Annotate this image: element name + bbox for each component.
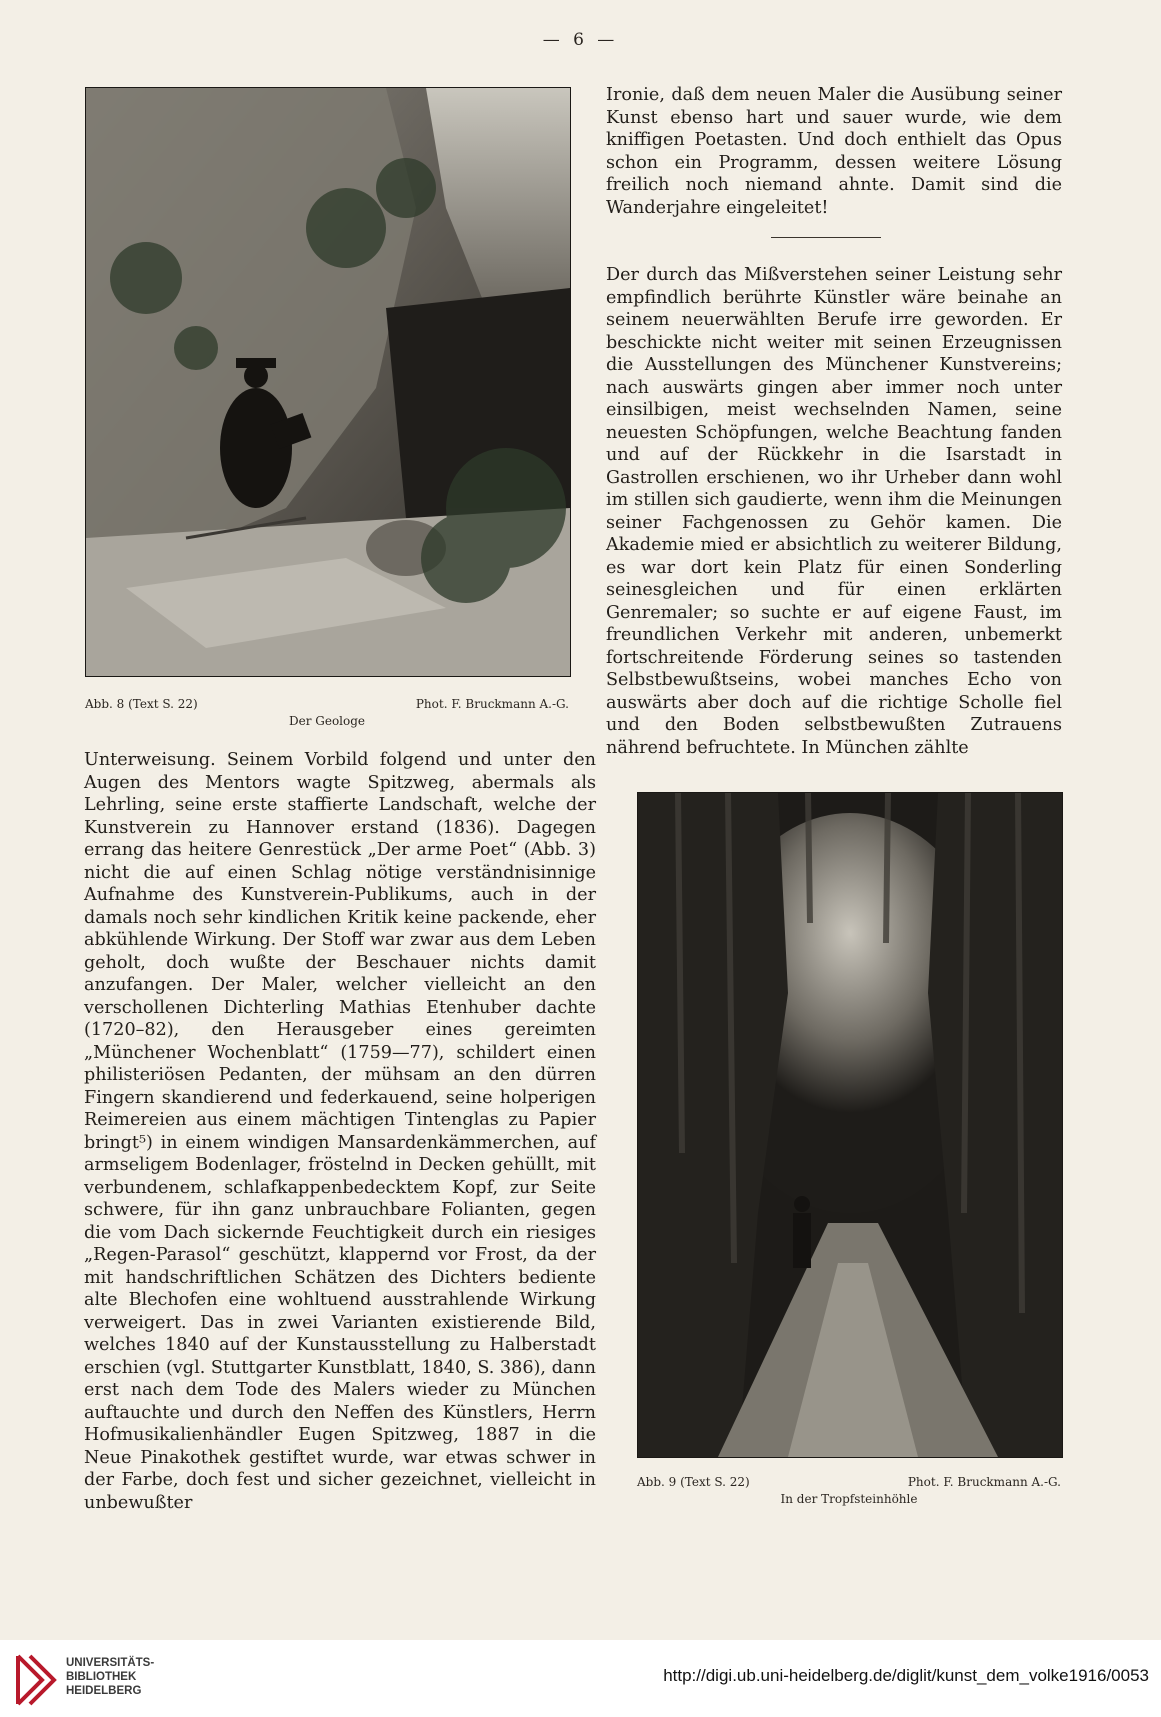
figure-der-geologe [85, 87, 571, 677]
page-number: — 6 — [542, 30, 619, 50]
figure-9-label: Abb. 9 (Text S. 22) [637, 1475, 750, 1489]
paragraph-missverstehen: Der durch das Mißverstehen seiner Leistung sehr empfindlich berührte Künstler wäre beinahe an seinem neuerwählten Berufe irre geworden. Er beschickte nicht weiter mit seinen Erzeugnissen die Ausstellungen des Münchener Kunstvereins; nach auswärts gingen aber immer noch unter einsilbigen, meist wechselnden Namen, seine neuesten Schöpfungen, welche Beachtung fanden und auf der Rückkehr in die Isarstadt in Gastrollen erschienen, wo ihr Urheber dann wohl im stillen sich gaudierte, wenn ihm die Meinungen seiner Fachgenossen zu Gehör kamen. Die Akademie mied er absichtlich zu weiterer Bildung, es war dort kein Platz für einen Sonderling seinesgleichen und für einen erklärten Genremaler; so suchte er auf eigene Faust, im freundlichen Verkehr mit anderen, unbemerkt fortschreitende Förderung seines so tastenden Selbstbewußtseins, wobei manches Echo von auswärts aber doch auf die richtige Scholle fiel und den Boden selbstbewußten Zutrauens nährend befruchtete. In München zählte [606, 265, 1062, 758]
geologe-painting [86, 88, 570, 676]
figure-tropfsteinhoehle [637, 792, 1063, 1458]
figure-9-caption [637, 1475, 1061, 1506]
right-column-middle [606, 264, 1062, 759]
section-divider [771, 237, 881, 238]
left-column-lower [84, 749, 596, 1514]
library-name [66, 1656, 154, 1698]
source-url-link[interactable]: http://digi.ub.uni-heidelberg.de/diglit/kunst_dem_volke1916/0053 [663, 1666, 1149, 1685]
footer-bar [0, 1640, 1161, 1717]
figure-8-label: Abb. 8 (Text S. 22) [85, 697, 198, 711]
figure-8-caption [85, 697, 569, 728]
tropfsteinhoehle-painting [638, 793, 1062, 1457]
figure-9-credit: Phot. F. Bruckmann A.-G. [907, 1475, 1061, 1489]
library-line-2: BIBLIOTHEK [66, 1671, 137, 1683]
figure-8-credit: Phot. F. Bruckmann A.-G. [415, 697, 569, 711]
university-library-logo-icon[interactable] [12, 1652, 60, 1708]
paragraph-ironie: Ironie, daß dem neuen Maler die Ausübung seiner Kunst ebenso hart und sauer wurde, wie dem kniffigen Poetasten. Und doch enthielt das Opus schon ein Programm, dessen weitere Lösung freilich noch niemand ahnte. Damit sind die Wanderjahre eingeleitet! [606, 85, 1062, 218]
library-line-3: HEIDELBERG [66, 1685, 142, 1697]
figure-8-title: Der Geologe [288, 714, 366, 728]
figure-9-title: In der Tropfsteinhöhle [780, 1492, 918, 1506]
right-column-upper [606, 84, 1062, 219]
library-line-1: UNIVERSITÄTS- [66, 1657, 155, 1669]
paragraph-unterweisung: Unterweisung. Seinem Vorbild folgend und unter den Augen des Mentors wagte Spitzweg, abermals als Lehrling, seine erste staffierte Landschaft, welche der Kunstverein zu Hannover erstand (1836). Dagegen errang das heitere Genrestück „Der arme Poet“ (Abb. 3) nicht die auf einen Schlag nötige verständnisinnige Aufnahme des Kunstverein-Publikums, auch in der damals noch sehr kindlichen Kritik keine packende, eher abkühlende Wirkung. Der Stoff war zwar aus dem Leben geholt, doch wußte der Beschauer nichts damit anzufangen. Der Maler, welcher vielleicht an den verschollenen Dichterling Mathias Etenhuber dachte (1720–82), den Herausgeber eines gereimten „Münchener Wochenblatt“ (1759—77), schildert einen philisteriösen Pedanten, der mühsam an den dürren Fingern skandierend und federkauend, seine holperigen Reimereien aus einem mächtigen Tintenglas zu Papier bringt⁵) in einem windigen Mansardenkämmerchen, auf armseligem Bodenlager, fröstelnd in Decken gehüllt, mit verbundenem, schlafkappenbedecktem Kopf, zur Seite schwere, für ihn ganz unbrauchbare Folianten, gegen die vom Dach sickernde Feuchtigkeit durch ein riesiges „Regen-Parasol“ geschützt, klappernd vor Frost, da der mit handschriftlichen Schätzen des Dichters bediente alte Blechofen eine wohltuend ausstrahlende Wirkung verweigert. Das in zwei Varianten existierende Bild, welches 1840 auf der Kunstausstellung zu Halberstadt erschien (vgl. Stuttgarter Kunstblatt, 1840, S. 386), dann erst nach dem Tode des Malers wieder zu München auftauchte und durch den Neffen des Künstlers, Herrn Hofmusikalienhändler Eugen Spitzweg, 1887 in die Neue Pinakothek gestiftet wurde, war etwas schwer in der Farbe, doch fest und sicher gezeichnet, vielleicht in unbewußter [84, 750, 596, 1513]
